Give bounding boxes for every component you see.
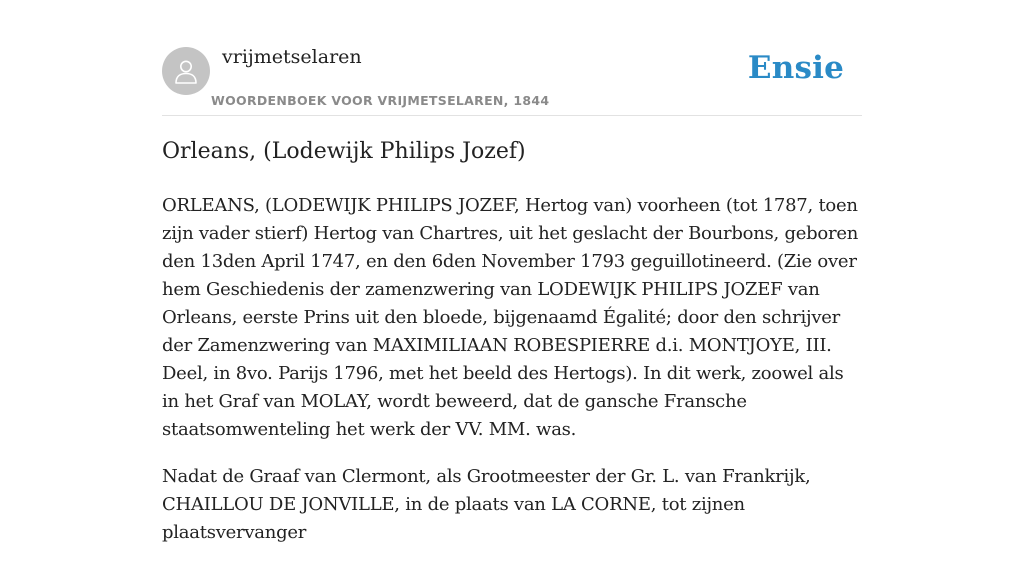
entry-body: [162, 192, 862, 566]
avatar[interactable]: [162, 47, 210, 95]
dictionary-subtitle: WOORDENBOEK VOOR VRIJMETSELAREN, 1844: [211, 93, 550, 108]
entry-paragraph: ORLEANS, (LODEWIJK PHILIPS JOZEF, Hertog van) voorheen (tot 1787, toen zijn vader stierf) Hertog van Chartres, uit het geslacht der Bourbons, geboren den 13den April 1747, en den 6den November 1793 geguillotineerd. (Zie over hem Geschiedenis der zamenzwering van LODEWIJK PHILIPS JOZEF van Orleans, eerste Prins uit den bloede, bijgenaamd Égalité; door den schrijver der Zamenzwering van MAXIMILIAAN ROBESPIERRE d.i. MONTJOYE, III. Deel, in 8vo. Parijs 1796, met het beeld des Hertogs). In dit werk, zoowel als in het Graf van MOLAY, wordt beweerd, dat de gansche Fransche staatsomwenteling het werk der VV. MM. was.: [162, 195, 859, 440]
ensie-logo[interactable]: Ensie: [747, 50, 844, 86]
user-icon: [171, 56, 201, 86]
dictionary-header: [162, 0, 862, 116]
dictionary-name-link[interactable]: vrijmetselaren: [222, 46, 362, 68]
entry-paragraph: Nadat de Graaf van Clermont, als Grootmeester der Gr. L. van Frankrijk, CHAILLOU DE JONVILLE, in de plaats van LA CORNE, tot zijnen plaatsvervanger: [162, 466, 811, 543]
page: [162, 0, 862, 543]
entry-title: Orleans, (Lodewijk Philips Jozef): [162, 139, 526, 164]
